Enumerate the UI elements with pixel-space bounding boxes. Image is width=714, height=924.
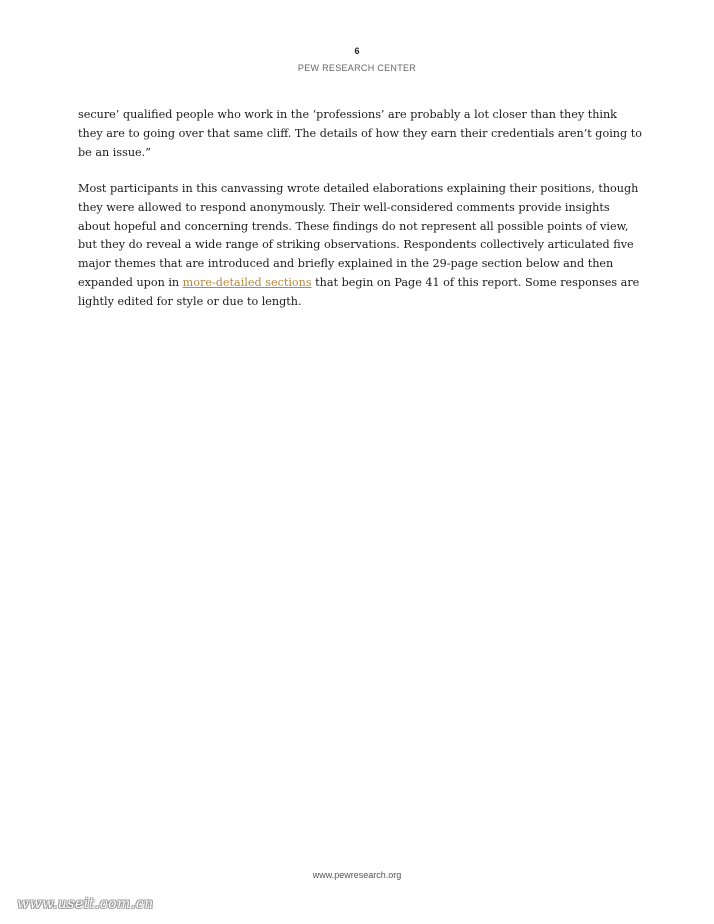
- page-number: 6: [354, 46, 360, 56]
- more-detailed-sections-link[interactable]: more-detailed sections: [182, 275, 312, 289]
- footer-url: www.pewresearch.org: [312, 870, 402, 880]
- body-paragraph-continued: secure’ qualified people who work in the ‘professions’ are probably a lot closer than they think they are to going over that same cliff. The details of how they earn their credentials aren’t going to be an issue.”: [78, 108, 642, 159]
- watermark: www.useit.com.cn: [17, 896, 154, 912]
- body-paragraph: [78, 180, 642, 312]
- paragraph-text-start: Most participants in this canvassing wrote detailed elaborations explaining their positions, though they were allowed to respond anonymously. Their well-considered comments provide insights about hopeful and concerning trends. These findings do not represent all possible points of view, but they do reveal a wide range of striking observations. Respondents collectively articulated five major themes that are introduced and briefly explained in the 29-page section below and then expanded upon in: [78, 182, 639, 289]
- paragraph-text-end: that begin on Page 41 of this report. Some responses are lightly edited for style or due to length.: [78, 275, 640, 308]
- running-header: PEW RESEARCH CENTER: [297, 63, 417, 73]
